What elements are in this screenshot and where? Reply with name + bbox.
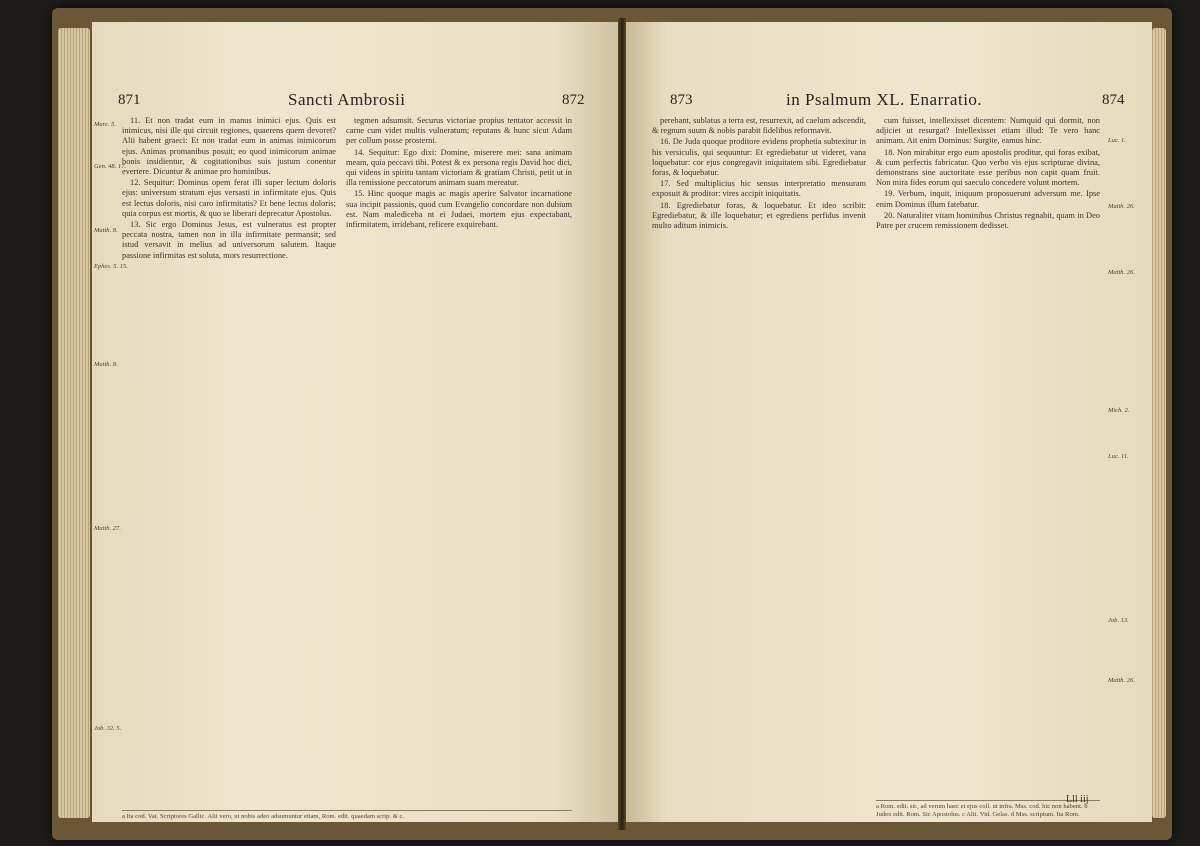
margin-note: Marc. 5. <box>94 121 116 128</box>
text-column-left-1 <box>122 116 336 806</box>
signature-mark: Lll iij <box>1066 794 1089 805</box>
paragraph: tegmen adsumsit. Securus victoriae propius tentator accessit in carne cum videt multis vulneratum; reputans & hunc sicut Adam per collum posse prosterni. <box>346 116 572 146</box>
text-column-right-2 <box>876 116 1100 806</box>
margin-note: Luc. 1. <box>1108 137 1126 144</box>
margin-note: Matth. 26. <box>1108 269 1135 276</box>
paragraph: cum fuisset, intellexisset dicentem: Numquid qui dormit, non adjiciet ut resurgat? Intellexisset etiam illud: Te vero hanc animam. Ait enim Dominus: Surgite, eamus hinc. <box>876 116 1100 146</box>
text-column-left-2 <box>346 116 572 806</box>
paragraph: 15. Hinc quoque magis ac magis aperire Salvator incarnatione sua incipit passionis, quod cum Evangelio concordare non dubium est. Nam malediceba nt ei Judaei, mortem ejus expectabant, infirmitatem, irridebant, reficere exquirebant. <box>346 189 572 230</box>
left-page <box>92 22 618 822</box>
text-column-right-1 <box>652 116 866 806</box>
paragraph: 16. De Juda quoque proditore evidens prophetia subtexitur in his versiculis, qui sequuntur: Et egrediebatur ut videret, vana loquebatur: cor ejus congregavit iniquitatem sibi. Egrediebatur foras, & loquebatur. <box>652 137 866 178</box>
page-number-872: 872 <box>562 92 585 108</box>
paragraph: 19. Verbum, inquit, iniquum proposuerunt adversum me. Ipse enim Dominus illum fatebatur. <box>876 189 1100 209</box>
margin-notes-left <box>94 116 128 806</box>
margin-note: Job. 32. 5. <box>94 725 122 732</box>
right-page <box>626 22 1152 822</box>
margin-note: Matth. 26. <box>1108 203 1135 210</box>
open-book <box>52 8 1172 840</box>
paragraph: 12. Sequitur: Dominus opem ferat illi super lectum doloris ejus: universum stratum ejus versasti in infirmitate ejus. Quis est lectus doloris, nisi caro infirmitatis? Et bene lectus doloris; quia corpus est mortis, & quo se liberari deprecatur Apostolus. <box>122 178 336 218</box>
paragraph: 11. Et non tradat eum in manus inimici ejus. Quis est inimicus, nisi ille qui circuit regiones, quaerens quem devoret? Alii habent graeci: Et non tradat eum in animas inimicorum ejus. Animas promanibus posuit; eo quod inimicorum animae bonis insidientur, & cogitationibus suis justum conentur evertere. Dicuntur & animae pro hominibus. <box>122 116 336 177</box>
page-header-left: Sancti Ambrosii <box>288 90 406 109</box>
margin-note: Ephes. 5. 15. <box>94 263 128 270</box>
paragraph: 14. Sequitur: Ego dixi: Domine, miserere mei: sana animam meam, quia peccavi tibi. Potest & ex persona regis David hoc dici, qui videns in spiritu tantam victoriam & gratiam Christi, petit ut in illa remissione peccatorum animam suam mereatur. <box>346 147 572 188</box>
paragraph: 17. Sed multiplicius hic sensus interpretatio mensuram exposuit & proditor: vires accipit iniquitatis. <box>652 179 866 199</box>
margin-note: Matth. 26. <box>1108 677 1135 684</box>
paragraph: 18. Non mirabitur ergo eum apostolis proditur, qui foras exibat, & cum perfectis fabricatur. Quo verbo vis ejus scripturae divina, demonstrans sine auctoritate esse peribus non capit quam fruit. Non mira fides eorum qui saeculo concedere volunt mortem. <box>876 147 1100 188</box>
book-gutter <box>618 18 626 830</box>
paragraph: 13. Sic ergo Dominus Jesus, est vulneratus est propter peccata nostra, tamen non in illa infirmitate permansit; sed istud versavit in melius ad universorum salutem. Itaque passione infirmitas est soluta, mors resurrectione. <box>122 220 336 260</box>
page-edges-right <box>1152 28 1166 818</box>
paragraph: 20. Naturaliter vitam hominibus Christus regnabit, quam in Deo Patre per crucem remissionem dedisset. <box>876 210 1100 231</box>
page-number-871: 871 <box>118 92 141 108</box>
footnotes-left: a Ita cod. Vat. Scriptores Gallic. Alii vero, ut nobis adeo adsumuntur etiam, Rom. edit. quaedam scrip. & c. <box>122 810 572 821</box>
margin-note: Matth. 8. <box>94 227 118 234</box>
page-edges-left <box>58 28 90 818</box>
margin-note: Luc. 11. <box>1108 453 1129 460</box>
margin-note: Matth. 27. <box>94 525 121 532</box>
margin-note: Gen. 48. 17. <box>94 163 126 170</box>
margin-note: Mich. 2. <box>1108 407 1130 414</box>
paragraph: 18. Egrediebatur foras, & loquebatur. Et ideo scribit: Egrediebatur, & ille loquebatur; et egrediens perfidus invenit multo aditum inimicis. <box>652 200 866 231</box>
page-number-874: 874 <box>1102 92 1125 108</box>
paragraph: perebant, sublatus a terra est, resurrexit, ad caelum adscendit, & regnum suum & nobis parabit fidelibus reformavit. <box>652 116 866 136</box>
margin-notes-right <box>1108 116 1135 806</box>
margin-note: Matth. 8. <box>94 361 118 368</box>
margin-note: Job. 13. <box>1108 617 1129 624</box>
page-number-873: 873 <box>670 92 693 108</box>
page-header-right: in Psalmum XL. Enarratio. <box>786 90 983 109</box>
footnotes-right: a Rom. edit. sic, ad verum haec et ejus coll. ut infra. Mss. cod. hic non habent. b Judex edit. Rom. Sic Apostolus. c Alii. Vid. Gelas. d Mss. scriptum. Ita Rom. <box>876 800 1100 819</box>
